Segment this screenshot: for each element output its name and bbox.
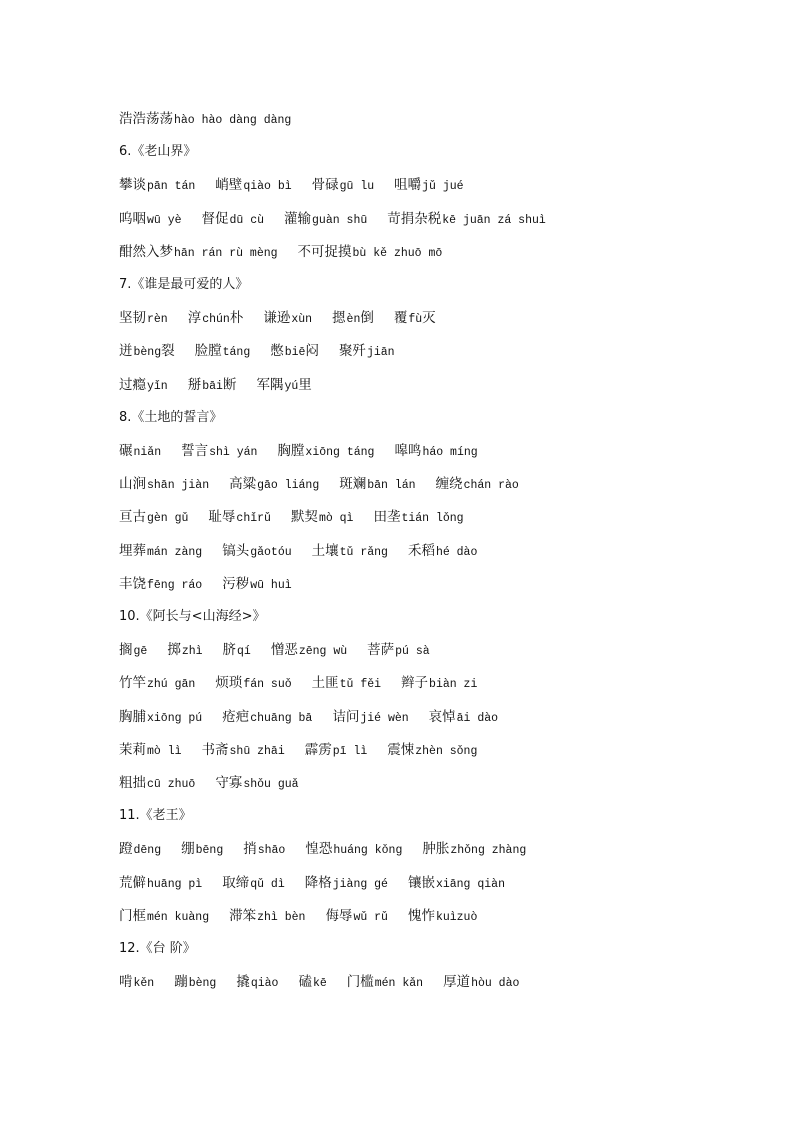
word-suffix: 裂 — [161, 343, 175, 359]
vocab-entry — [298, 242, 443, 264]
vocab-entry — [119, 441, 161, 463]
word: 胸膛 — [277, 443, 305, 459]
pinyin: bèng — [188, 977, 217, 990]
word: 烦琐 — [215, 675, 243, 691]
word: 厚道 — [443, 974, 471, 990]
vocab-entry — [195, 341, 251, 363]
word: 疮疤 — [222, 709, 250, 725]
pinyin: kuìzuò — [435, 911, 478, 924]
vocab-entry — [119, 175, 195, 197]
vocab-line — [119, 906, 764, 926]
vocab-entry — [119, 541, 202, 563]
word: 捎 — [243, 841, 257, 857]
word: 搁 — [119, 642, 133, 658]
pinyin: āi dào — [456, 712, 499, 725]
pinyin: yú — [284, 380, 299, 393]
vocab-entry — [119, 773, 195, 795]
pinyin: bān lán — [367, 479, 416, 492]
vocab-entry — [271, 640, 347, 662]
section-heading: 8.《土地的誓言》 — [119, 410, 223, 425]
pinyin: hào hào dàng dàng — [174, 114, 292, 127]
vocab-entry — [215, 673, 291, 695]
pinyin: hòu dào — [471, 977, 520, 990]
vocab-entry — [291, 507, 354, 529]
vocab-entry — [387, 740, 477, 762]
pinyin: guàn shū — [312, 214, 368, 227]
vocab-entry — [208, 507, 271, 529]
pinyin: mén kuàng — [147, 911, 210, 924]
vocab-entry — [119, 109, 291, 131]
vocab-entry — [222, 873, 285, 895]
pinyin: chán rào — [463, 479, 519, 492]
vocab-line — [119, 474, 764, 494]
pinyin: niǎn — [133, 446, 162, 459]
vocab-entry — [422, 839, 526, 861]
vocab-entry — [119, 209, 182, 231]
vocab-line — [119, 441, 764, 461]
vocab-entry — [202, 740, 285, 762]
pinyin: bāi — [202, 380, 223, 393]
word: 碾 — [119, 443, 133, 459]
pinyin: bù kě zhuō mō — [352, 247, 443, 260]
pinyin: cū zhuō — [147, 778, 196, 791]
vocab-entry — [256, 375, 311, 397]
word-suffix: 闷 — [305, 343, 319, 359]
vocab-line — [119, 773, 764, 793]
word: 淳 — [187, 310, 202, 326]
vocab-line — [119, 242, 764, 262]
vocab-entry — [188, 308, 244, 330]
word: 誓言 — [181, 443, 209, 459]
pinyin: mò qì — [318, 512, 354, 525]
vocab-entry — [215, 175, 291, 197]
vocab-entry — [298, 972, 326, 994]
pinyin: gāo liáng — [257, 479, 320, 492]
word: 土匪 — [311, 675, 339, 691]
word: 掷 — [167, 642, 181, 658]
word: 灌输 — [284, 211, 312, 227]
word: 斑斓 — [339, 476, 367, 492]
vocab-entry — [222, 541, 291, 563]
vocab-entry — [119, 906, 209, 928]
word: 禾稻 — [407, 543, 435, 559]
vocab-entry — [429, 707, 498, 729]
word: 磕 — [298, 974, 312, 990]
pinyin: chuāng bā — [250, 712, 313, 725]
word: 耻辱 — [208, 509, 236, 525]
word: 取缔 — [222, 875, 250, 891]
pinyin: shāo — [257, 844, 286, 857]
pinyin: shū zhāi — [229, 745, 285, 758]
word: 诘问 — [332, 709, 360, 725]
vocab-entry — [436, 474, 519, 496]
word-suffix: 灭 — [422, 310, 436, 326]
vocab-entry — [387, 209, 546, 231]
vocab-line — [119, 839, 764, 859]
pinyin: dēng — [133, 844, 162, 857]
pinyin: jiān — [366, 346, 395, 359]
pinyin: kěn — [133, 977, 155, 990]
word: 撬 — [236, 974, 250, 990]
word: 绷 — [181, 841, 195, 857]
vocab-entry — [339, 474, 415, 496]
word: 门槛 — [346, 974, 374, 990]
word: 军隅 — [256, 377, 284, 393]
vocab-entry — [312, 541, 388, 563]
vocab-entry — [202, 209, 265, 231]
vocab-entry — [312, 175, 375, 197]
word: 书斋 — [201, 742, 229, 758]
pinyin: gǎotóu — [250, 546, 292, 559]
pinyin: qiào bì — [243, 180, 292, 193]
pinyin: gèn gǔ — [147, 512, 189, 525]
vocab-entry — [215, 773, 298, 795]
pinyin: zhǒng zhàng — [450, 844, 527, 857]
pinyin: zhì bèn — [257, 911, 306, 924]
vocab-entry — [236, 972, 278, 994]
vocab-entry — [119, 640, 147, 662]
vocab-entry — [305, 839, 402, 861]
vocab-entry — [373, 507, 463, 529]
section-heading: 7.《谁是最可爱的人》 — [119, 277, 249, 292]
vocab-entry — [188, 375, 237, 397]
vocab-line — [119, 341, 764, 361]
word: 震悚 — [387, 742, 415, 758]
pinyin: fán suǒ — [243, 678, 292, 691]
pinyin: zēng wù — [298, 645, 348, 658]
pinyin: tǔ rǎng — [339, 546, 388, 559]
word: 迸 — [119, 343, 133, 359]
word: 霹雳 — [304, 742, 332, 758]
pinyin: qí — [237, 645, 251, 658]
word: 镶嵌 — [407, 875, 435, 891]
word: 蹬 — [119, 841, 133, 857]
pinyin: tǔ fěi — [339, 678, 382, 691]
pinyin: xiōng pú — [147, 712, 203, 725]
pinyin: pān tán — [147, 180, 196, 193]
pinyin: zhú gān — [147, 678, 196, 691]
word: 守寡 — [215, 775, 243, 791]
section-heading: 10.《阿长与<山海经>》 — [119, 609, 266, 624]
word: 憎恶 — [270, 642, 298, 658]
word: 坚韧 — [119, 310, 146, 326]
pinyin: shǒu guǎ — [243, 778, 299, 791]
pinyin: bēng — [195, 844, 224, 857]
word: 侮辱 — [325, 908, 353, 924]
word: 嗥鸣 — [394, 443, 422, 459]
word-suffix: 断 — [222, 377, 237, 393]
pinyin: zhì — [181, 645, 203, 658]
vocab-entry — [174, 972, 216, 994]
pinyin: gē — [133, 645, 148, 658]
vocab-entry — [119, 707, 202, 729]
pinyin: yǐn — [147, 380, 168, 393]
vocab-line — [119, 574, 764, 594]
pinyin: kē — [312, 977, 327, 990]
vocab-entry — [181, 839, 223, 861]
pinyin: qiào — [250, 977, 279, 990]
pinyin: chǐrǔ — [236, 512, 271, 525]
word: 肿胀 — [422, 841, 450, 857]
vocab-line — [119, 541, 764, 561]
pinyin: háo míng — [422, 446, 478, 459]
pinyin: kē juān zá shuì — [442, 214, 546, 227]
word: 高粱 — [229, 476, 257, 492]
vocab-entry — [119, 242, 278, 264]
vocab-entry — [394, 308, 436, 330]
pinyin: hé dào — [435, 546, 478, 559]
vocab-entry — [408, 906, 477, 928]
pinyin: wū huì — [250, 579, 292, 592]
vocab-entry — [222, 574, 291, 596]
vocab-entry — [229, 474, 319, 496]
vocab-entry — [119, 972, 154, 994]
pinyin: gū lu — [339, 180, 375, 193]
word: 缠绕 — [435, 476, 463, 492]
word: 丰饶 — [119, 576, 146, 592]
vocab-entry — [284, 209, 367, 231]
vocab-entry — [119, 474, 209, 496]
vocab-entry — [181, 441, 257, 463]
vocab-line — [119, 375, 764, 395]
vocab-line — [119, 209, 764, 229]
pinyin: pú sà — [395, 645, 430, 658]
vocab-entry — [277, 441, 374, 463]
vocab-entry — [119, 341, 175, 363]
vocab-entry — [394, 175, 463, 197]
pinyin: wǔ rǔ — [353, 911, 388, 924]
vocab-entry — [222, 707, 312, 729]
word: 污秽 — [222, 576, 250, 592]
vocab-entry — [119, 375, 168, 397]
vocab-entry — [443, 972, 519, 994]
word: 骨碌 — [311, 177, 339, 193]
pinyin: wū yè — [147, 214, 182, 227]
vocab-entry — [119, 839, 161, 861]
vocab-entry — [367, 640, 430, 662]
word: 门框 — [119, 908, 146, 924]
word: 哀悼 — [428, 709, 456, 725]
pinyin: shān jiàn — [147, 479, 210, 492]
word: 督促 — [201, 211, 229, 227]
word: 浩浩荡荡 — [119, 111, 173, 127]
pinyin: shì yán — [209, 446, 258, 459]
pinyin: xiāng qiàn — [435, 878, 505, 891]
vocab-entry — [223, 640, 251, 662]
word: 峭壁 — [215, 177, 243, 193]
pinyin: fù — [408, 313, 423, 326]
vocab-entry — [339, 341, 395, 363]
pinyin: huāng pì — [147, 878, 203, 891]
word: 聚歼 — [338, 343, 366, 359]
section-heading: 6.《老山界》 — [119, 144, 197, 159]
vocab-line — [119, 740, 764, 760]
pinyin: táng — [222, 346, 251, 359]
word: 呜咽 — [119, 211, 146, 227]
word: 默契 — [290, 509, 318, 525]
word: 荒僻 — [119, 875, 146, 891]
word: 谦逊 — [263, 310, 291, 326]
word: 菩萨 — [367, 642, 395, 658]
word: 田垄 — [373, 509, 401, 525]
vocab-entry — [305, 873, 388, 895]
pinyin: jiàng gé — [332, 878, 388, 891]
pinyin: xùn — [291, 313, 313, 326]
pinyin: mán zàng — [147, 546, 203, 559]
word: 胸脯 — [119, 709, 146, 725]
word: 粗拙 — [119, 775, 146, 791]
vocab-line — [119, 873, 764, 893]
section-heading: 11.《老王》 — [119, 808, 192, 823]
word: 覆 — [393, 310, 408, 326]
vocab-entry — [263, 308, 312, 330]
word: 惶恐 — [305, 841, 333, 857]
vocab-entry — [347, 972, 423, 994]
word: 滞笨 — [229, 908, 257, 924]
vocab-entry — [325, 906, 388, 928]
vocab-line — [119, 308, 764, 328]
vocab-entry — [332, 707, 408, 729]
vocab-line — [119, 640, 764, 660]
vocab-line — [119, 175, 764, 195]
pinyin: qǔ dì — [250, 878, 285, 891]
vocab-line — [119, 507, 764, 527]
vocab-entry — [229, 906, 305, 928]
vocab-entry — [167, 640, 202, 662]
pinyin: jié wèn — [360, 712, 409, 725]
section-heading: 12.《台 阶》 — [119, 941, 196, 956]
vocab-entry — [243, 839, 285, 861]
pinyin: èn — [346, 313, 361, 326]
pinyin: biàn zi — [429, 678, 478, 691]
pinyin: fēng ráo — [147, 579, 203, 592]
word: 土壤 — [311, 543, 339, 559]
pinyin: bèng — [133, 346, 162, 359]
vocab-entry — [408, 541, 477, 563]
word: 镐头 — [222, 543, 250, 559]
word: 憋 — [270, 343, 284, 359]
word: 摁 — [332, 310, 346, 326]
word: 脸膛 — [194, 343, 222, 359]
vocab-line — [119, 673, 764, 693]
vocab-entry — [305, 740, 368, 762]
word-suffix: 朴 — [229, 310, 244, 326]
word: 愧怍 — [407, 908, 435, 924]
vocab-entry — [119, 574, 202, 596]
pinyin: biē — [284, 346, 306, 359]
pinyin: huáng kǒng — [333, 844, 403, 857]
word-suffix: 里 — [298, 377, 312, 393]
word: 辫子 — [401, 675, 429, 691]
vocab-entry — [119, 673, 195, 695]
word: 咀嚼 — [394, 177, 422, 193]
word: 蹦 — [174, 974, 188, 990]
word: 啃 — [119, 974, 133, 990]
pinyin: zhèn sǒng — [415, 745, 478, 758]
vocab-entry — [394, 441, 477, 463]
word: 过瘾 — [119, 377, 146, 393]
pinyin: hān rán rù mèng — [174, 247, 278, 260]
vocab-entry — [332, 308, 374, 330]
pinyin: tián lǒng — [401, 512, 464, 525]
vocab-line — [119, 972, 764, 992]
vocab-line — [119, 707, 764, 727]
vocab-entry — [408, 873, 505, 895]
vocab-entry — [401, 673, 477, 695]
word: 脐 — [222, 642, 237, 658]
pinyin: xiōng táng — [305, 446, 375, 459]
word: 攀谈 — [119, 177, 146, 193]
vocab-entry — [119, 507, 188, 529]
word: 埋葬 — [119, 543, 146, 559]
pinyin: pī lì — [332, 745, 368, 758]
vocab-entry — [119, 873, 202, 895]
pinyin: chún — [202, 313, 230, 326]
vocab-entry — [119, 308, 168, 330]
pinyin: dū cù — [229, 214, 265, 227]
vocab-line — [119, 109, 764, 129]
vocab-entry — [270, 341, 319, 363]
word: 不可捉摸 — [297, 244, 352, 260]
vocab-entry — [119, 740, 182, 762]
pinyin: jǔ jué — [422, 180, 464, 193]
word: 山涧 — [119, 476, 146, 492]
word: 掰 — [187, 377, 202, 393]
word: 亘古 — [119, 509, 146, 525]
word: 苛捐杂税 — [387, 211, 442, 227]
word-suffix: 倒 — [360, 310, 374, 326]
word: 降格 — [304, 875, 332, 891]
word: 茉莉 — [119, 742, 146, 758]
pinyin: mén kǎn — [374, 977, 424, 990]
vocab-entry — [312, 673, 381, 695]
word: 竹竿 — [119, 675, 146, 691]
pinyin: mò lì — [147, 745, 182, 758]
pinyin: rèn — [147, 313, 168, 326]
word: 酣然入梦 — [119, 244, 173, 260]
